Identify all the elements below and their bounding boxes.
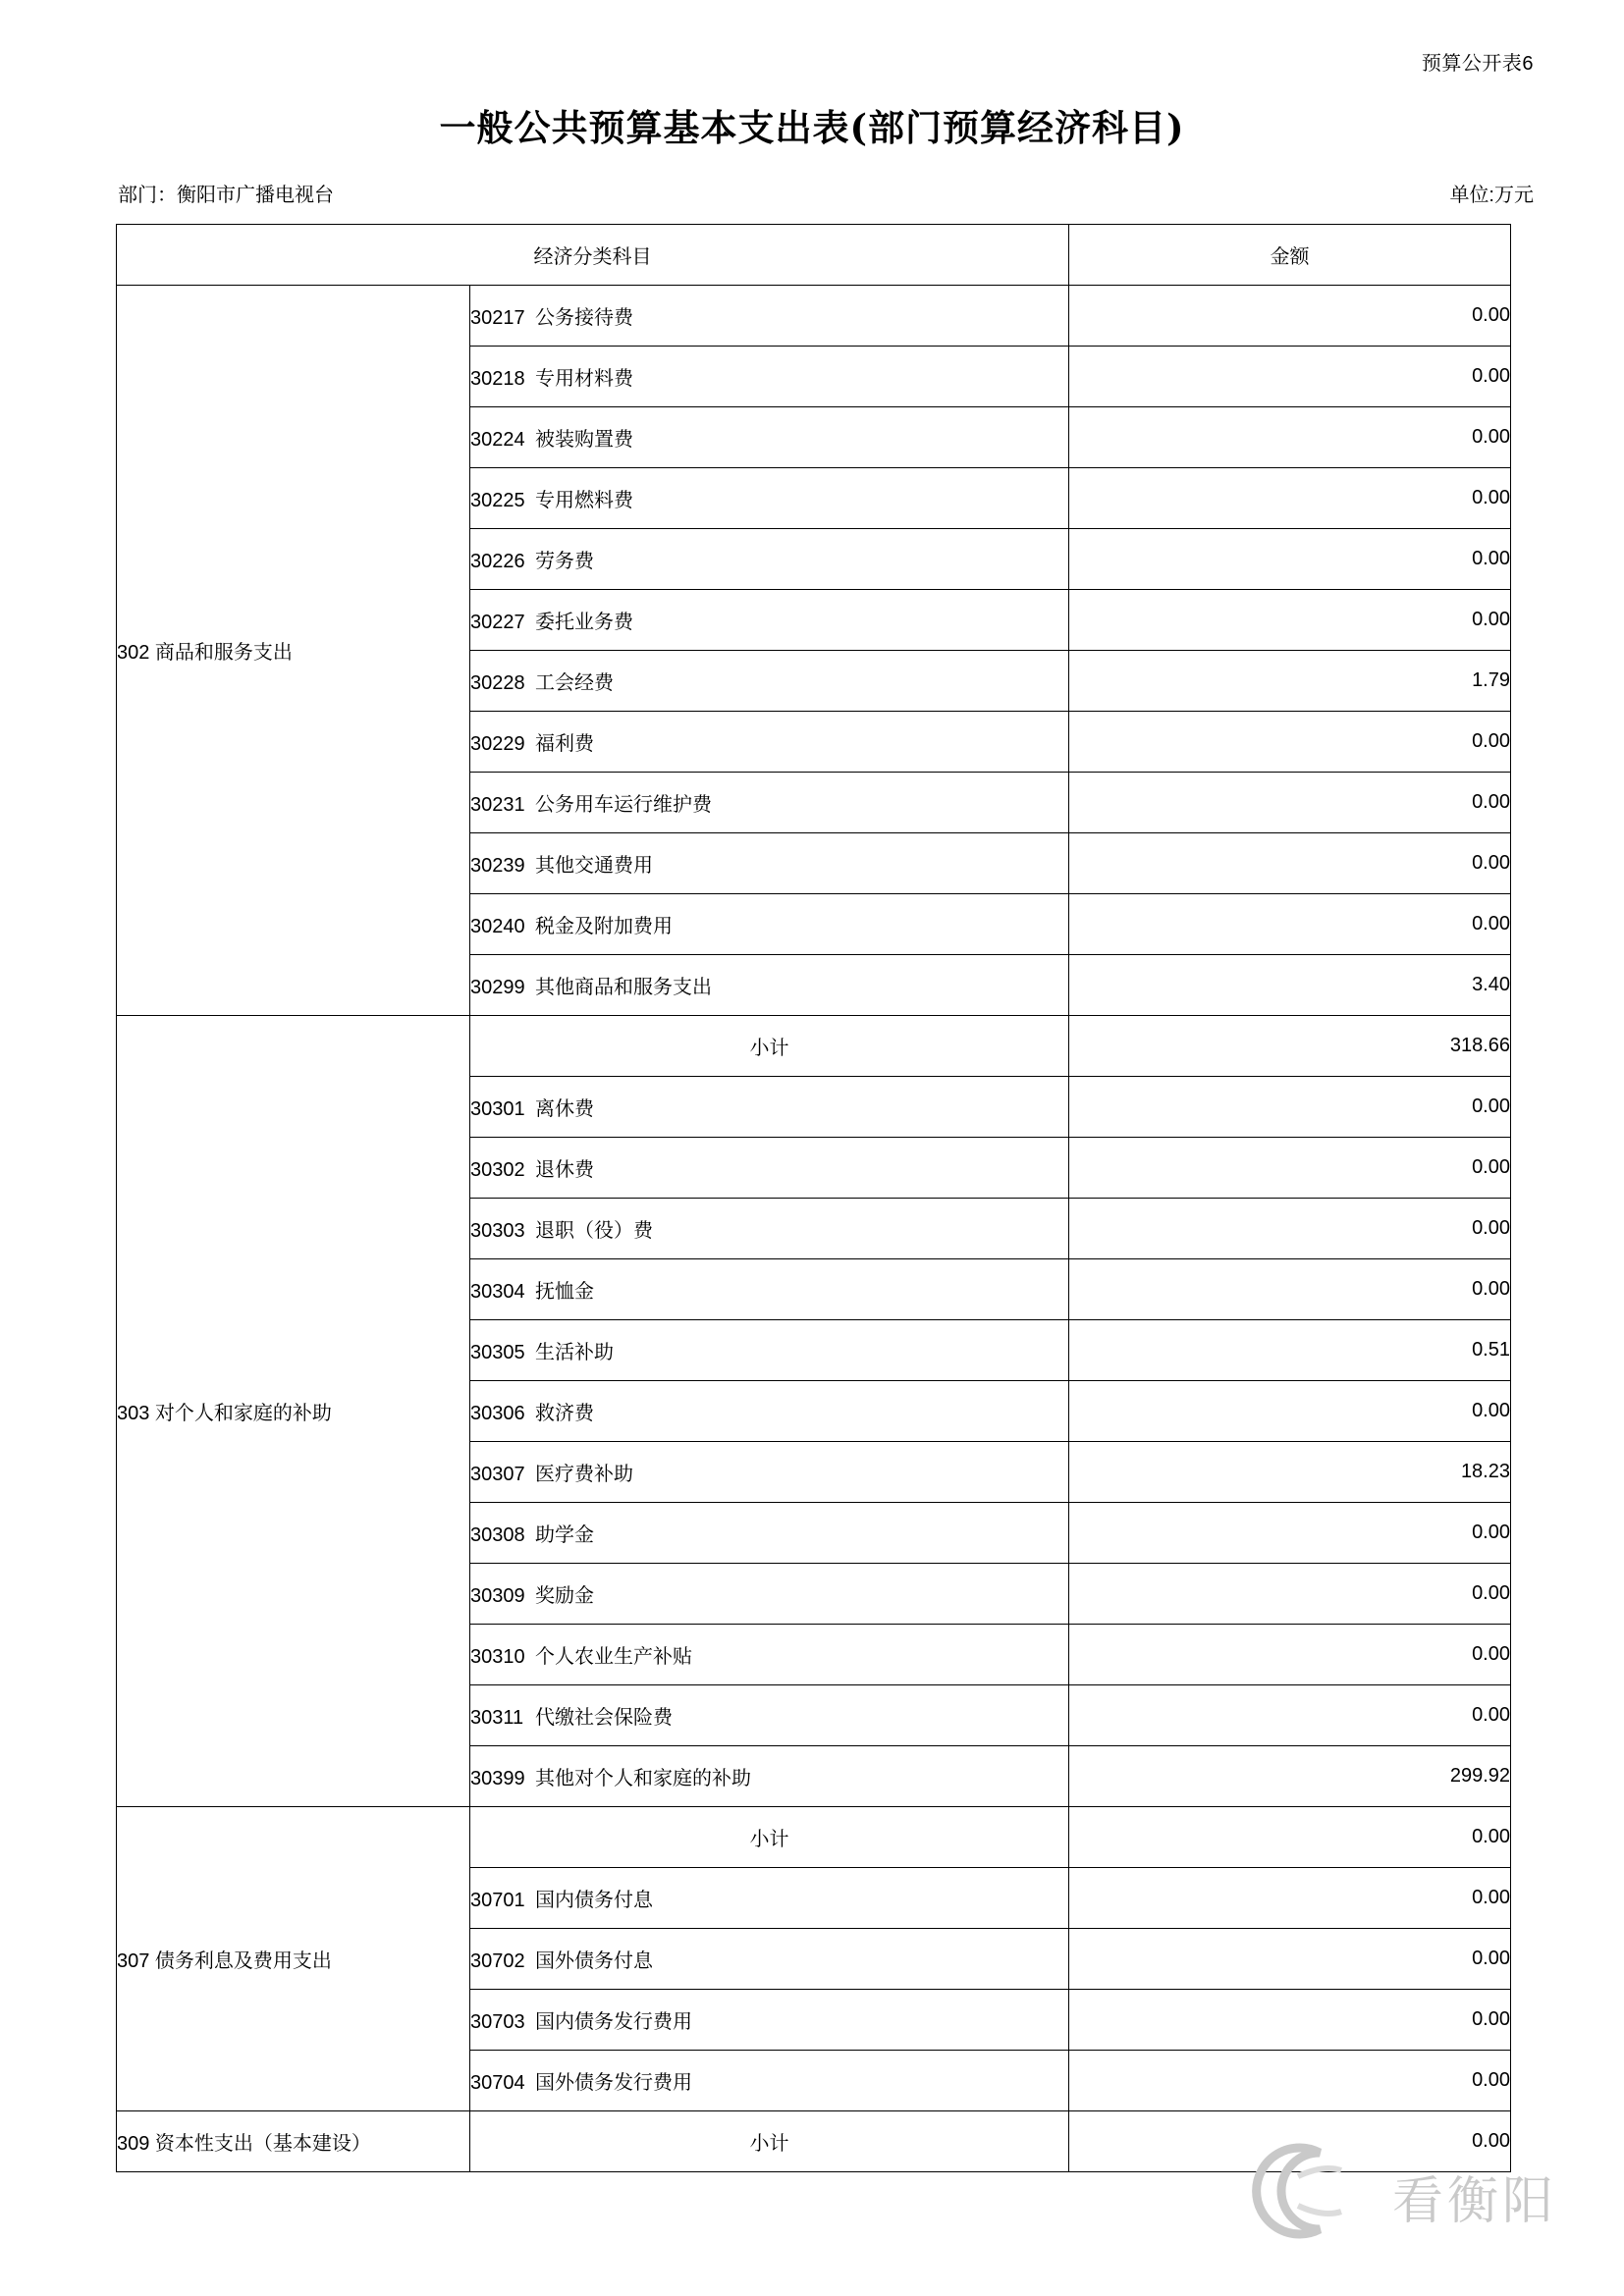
- item-code: 30231: [470, 794, 525, 816]
- item-code: 30302: [470, 1159, 525, 1181]
- amount-cell: 0.00: [1069, 529, 1511, 590]
- amount-cell: 0.00: [1069, 1077, 1511, 1138]
- table-header: [117, 225, 1511, 286]
- item-code: 30704: [470, 2072, 525, 2094]
- item-code: 30703: [470, 2011, 525, 2033]
- item-name: 福利费: [535, 733, 594, 755]
- amount-cell: 0.00: [1069, 1564, 1511, 1625]
- item-code: 30217: [470, 307, 525, 329]
- item-cell: [470, 1199, 1069, 1259]
- item-code: 30299: [470, 977, 525, 998]
- item-cell: [470, 833, 1069, 894]
- item-name: 国内债务发行费用: [535, 2011, 692, 2033]
- item-code: 30702: [470, 1950, 525, 1972]
- item-cell: [470, 1442, 1069, 1503]
- column-header-amount: 金额: [1069, 225, 1511, 286]
- item-cell: [470, 1564, 1069, 1625]
- item-cell: [470, 1320, 1069, 1381]
- unit-label: 单位:万元: [1449, 185, 1534, 206]
- item-cell: [470, 773, 1069, 833]
- amount-cell: 0.00: [1069, 1685, 1511, 1746]
- item-cell: [470, 955, 1069, 1016]
- amount-cell: 0.00: [1069, 773, 1511, 833]
- item-name: 救济费: [535, 1403, 594, 1424]
- item-cell: [470, 1381, 1069, 1442]
- item-cell: [470, 1685, 1069, 1746]
- item-cell: [470, 1503, 1069, 1564]
- item-name: 医疗费补助: [535, 1464, 633, 1485]
- item-name: 抚恤金: [535, 1281, 594, 1303]
- item-cell: [470, 347, 1069, 407]
- item-cell: [470, 712, 1069, 773]
- item-code: 30310: [470, 1646, 525, 1668]
- amount-cell: 0.00: [1069, 1625, 1511, 1685]
- item-code: 30227: [470, 612, 525, 633]
- item-name: 离休费: [535, 1098, 594, 1120]
- table-row: [117, 1807, 1511, 1868]
- item-name: 工会经费: [535, 672, 614, 694]
- page-title: 一般公共预算基本支出表(部门预算经济科目): [439, 106, 1185, 149]
- amount-cell: 0.00: [1069, 468, 1511, 529]
- item-cell: [470, 1746, 1069, 1807]
- amount-cell: 0.00: [1069, 1381, 1511, 1442]
- amount-cell: 0.00: [1069, 1503, 1511, 1564]
- item-code: 30228: [470, 672, 525, 694]
- item-code: 30303: [470, 1220, 525, 1242]
- item-cell: [470, 529, 1069, 590]
- amount-cell: 299.92: [1069, 1746, 1511, 1807]
- table-row: [117, 1016, 1511, 1077]
- amount-cell: 0.00: [1069, 347, 1511, 407]
- table-header-row: [117, 225, 1511, 286]
- item-name: 国外债务发行费用: [535, 2072, 692, 2094]
- department-label: 部门：衡阳市广播电视台: [118, 185, 334, 206]
- amount-cell: 3.40: [1069, 955, 1511, 1016]
- item-cell: [470, 286, 1069, 347]
- item-name: 专用燃料费: [535, 490, 633, 511]
- item-name: 退休费: [535, 1159, 594, 1181]
- item-name: 国外债务付息: [535, 1950, 653, 1972]
- item-cell: [470, 407, 1069, 468]
- form-number-label: 预算公开表6: [1421, 53, 1534, 75]
- item-name: 生活补助: [535, 1342, 614, 1363]
- amount-cell: 0.00: [1069, 1868, 1511, 1929]
- amount-cell: 0.00: [1069, 833, 1511, 894]
- item-name: 其他交通费用: [535, 855, 653, 877]
- category-cell: 309 资本性支出（基本建设）: [117, 2111, 470, 2172]
- item-code: 30399: [470, 1768, 525, 1789]
- item-cell: [470, 894, 1069, 955]
- item-name: 被装购置费: [535, 429, 633, 451]
- item-name: 劳务费: [535, 551, 594, 572]
- subtotal-label-cell: 小计: [470, 1016, 1069, 1077]
- item-name: 个人农业生产补贴: [535, 1646, 692, 1668]
- item-cell: [470, 1929, 1069, 1990]
- item-cell: [470, 1625, 1069, 1685]
- item-code: 30701: [470, 1890, 525, 1911]
- item-name: 税金及附加费用: [535, 916, 673, 937]
- item-code: 30305: [470, 1342, 525, 1363]
- item-cell: [470, 590, 1069, 651]
- amount-cell: 0.00: [1069, 1807, 1511, 1868]
- column-header-category: 经济分类科目: [117, 225, 1069, 286]
- item-name: 国内债务付息: [535, 1890, 653, 1911]
- amount-cell: 318.66: [1069, 1016, 1511, 1077]
- item-name: 其他对个人和家庭的补助: [535, 1768, 751, 1789]
- item-code: 30306: [470, 1403, 525, 1424]
- item-name: 公务接待费: [535, 307, 633, 329]
- item-name: 公务用车运行维护费: [535, 794, 712, 816]
- amount-cell: 1.79: [1069, 651, 1511, 712]
- amount-cell: 0.00: [1069, 1138, 1511, 1199]
- watermark-text: 看衡阳: [1391, 2172, 1557, 2231]
- amount-cell: 0.00: [1069, 1929, 1511, 1990]
- item-code: 30309: [470, 1585, 525, 1607]
- item-name: 代缴社会保险费: [535, 1707, 673, 1729]
- item-name: 其他商品和服务支出: [535, 977, 712, 998]
- item-cell: [470, 468, 1069, 529]
- item-name: 退职（役）费: [535, 1220, 653, 1242]
- item-code: 30240: [470, 916, 525, 937]
- category-cell: 302 商品和服务支出: [117, 286, 470, 1016]
- category-cell: 303 对个人和家庭的补助: [117, 1016, 470, 1807]
- item-cell: [470, 1259, 1069, 1320]
- amount-cell: 0.00: [1069, 407, 1511, 468]
- subtotal-label-cell: 小计: [470, 1807, 1069, 1868]
- amount-cell: 0.00: [1069, 894, 1511, 955]
- item-name: 奖励金: [535, 1585, 594, 1607]
- item-code: 30229: [470, 733, 525, 755]
- budget-table: [116, 224, 1511, 2172]
- item-code: 30226: [470, 551, 525, 572]
- amount-cell: 0.00: [1069, 1259, 1511, 1320]
- table-row: [117, 286, 1511, 347]
- subtotal-label-cell: 小计: [470, 2111, 1069, 2172]
- item-cell: [470, 651, 1069, 712]
- table-row: [117, 2111, 1511, 2172]
- item-code: 30218: [470, 368, 525, 390]
- amount-cell: 0.00: [1069, 712, 1511, 773]
- amount-cell: 18.23: [1069, 1442, 1511, 1503]
- item-cell: [470, 2051, 1069, 2111]
- amount-cell: 0.00: [1069, 286, 1511, 347]
- item-name: 专用材料费: [535, 368, 633, 390]
- item-code: 30304: [470, 1281, 525, 1303]
- item-cell: [470, 1077, 1069, 1138]
- amount-cell: 0.00: [1069, 1199, 1511, 1259]
- category-cell: 307 债务利息及费用支出: [117, 1807, 470, 2111]
- table-body: [117, 286, 1511, 2172]
- item-cell: [470, 1138, 1069, 1199]
- amount-cell: 0.00: [1069, 2111, 1511, 2172]
- item-code: 30239: [470, 855, 525, 877]
- amount-cell: 0.00: [1069, 590, 1511, 651]
- item-cell: [470, 1990, 1069, 2051]
- item-cell: [470, 1868, 1069, 1929]
- item-code: 30225: [470, 490, 525, 511]
- item-code: 30307: [470, 1464, 525, 1485]
- amount-cell: 0.00: [1069, 1990, 1511, 2051]
- item-code: 30301: [470, 1098, 525, 1120]
- item-code: 30311: [470, 1707, 524, 1729]
- amount-cell: 0.51: [1069, 1320, 1511, 1381]
- amount-cell: 0.00: [1069, 2051, 1511, 2111]
- item-code: 30308: [470, 1524, 525, 1546]
- item-name: 助学金: [535, 1524, 594, 1546]
- item-name: 委托业务费: [535, 612, 633, 633]
- item-code: 30224: [470, 429, 525, 451]
